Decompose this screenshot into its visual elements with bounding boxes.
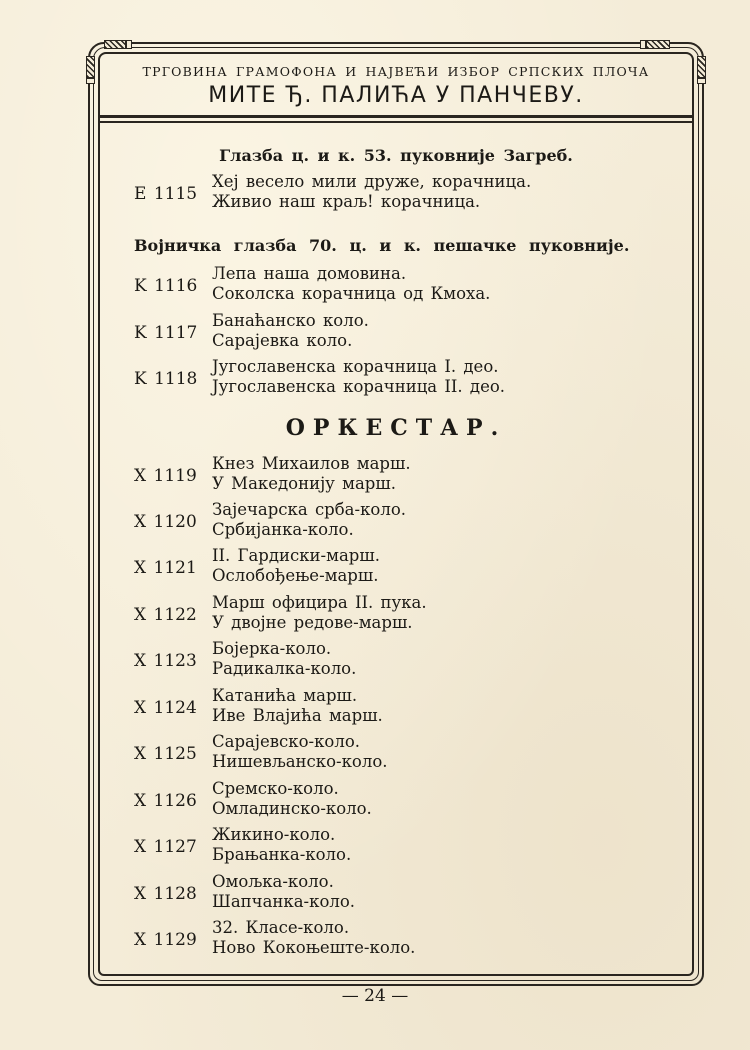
record-title-a: Кнез Михаилов марш. xyxy=(212,454,411,473)
record-title-b: Југославенска корачница II. део. xyxy=(212,377,506,396)
record-title-b: У Македонију марш. xyxy=(212,474,396,493)
record-titles xyxy=(212,918,415,958)
record-code: X 1128 xyxy=(134,884,197,904)
corner-cap-ornament xyxy=(86,78,95,84)
record-code: K 1117 xyxy=(134,323,198,343)
corner-hatch-ornament xyxy=(104,40,126,49)
record-title-b: Србијанка-коло. xyxy=(212,520,354,539)
corner-hatch-ornament xyxy=(646,40,670,49)
record-entry xyxy=(134,357,634,403)
record-titles xyxy=(212,732,388,772)
record-title-b: Омладинско-коло. xyxy=(212,799,372,818)
record-entry xyxy=(134,639,634,685)
record-titles xyxy=(212,825,351,865)
record-titles xyxy=(212,311,369,351)
record-entry xyxy=(134,593,634,639)
record-titles xyxy=(212,593,427,633)
record-titles xyxy=(212,686,383,726)
record-entry xyxy=(134,500,634,546)
record-title-a: Омољка-коло. xyxy=(212,872,334,891)
record-title-a: Жикино-коло. xyxy=(212,825,336,844)
record-code: K 1118 xyxy=(134,369,198,389)
record-titles xyxy=(212,639,356,679)
record-titles xyxy=(212,172,531,212)
record-titles xyxy=(212,454,411,494)
corner-hatch-ornament xyxy=(697,56,706,78)
record-code: X 1125 xyxy=(134,744,197,764)
record-entry xyxy=(134,779,634,825)
record-code: X 1124 xyxy=(134,698,197,718)
record-entry xyxy=(134,872,634,918)
record-code: X 1121 xyxy=(134,558,197,578)
header-subtitle: ТРГОВИНА ГРАМОФОНА И НАЈВЕЋИ ИЗБОР СРПСКИХ ПЛОЧА xyxy=(142,64,650,79)
record-entry xyxy=(134,172,634,218)
record-code: X 1126 xyxy=(134,791,197,811)
record-code: E 1115 xyxy=(134,184,198,204)
record-title-a: Зајечарска срба-коло. xyxy=(212,500,406,519)
record-entry xyxy=(134,264,634,310)
record-title-b: Живио наш краљ! корачница. xyxy=(212,192,481,211)
record-entry xyxy=(134,546,634,592)
record-entry xyxy=(134,732,634,778)
record-titles xyxy=(212,779,372,819)
record-code: X 1120 xyxy=(134,512,197,532)
record-title-b: Сарајевка коло. xyxy=(212,331,353,350)
record-entry xyxy=(134,686,634,732)
record-title-b: Брањанка-коло. xyxy=(212,845,352,864)
record-entry xyxy=(134,311,634,357)
record-entry xyxy=(134,454,634,500)
record-title-b: Нишевљанско-коло. xyxy=(212,752,388,771)
record-title-a: Катанића марш. xyxy=(212,686,358,705)
record-title-b: Шапчанка-коло. xyxy=(212,892,356,911)
section-heading: Глазба ц. и к. 53. пуковније Загреб. xyxy=(219,146,573,165)
record-title-b: Ново Кокоњеште-коло. xyxy=(212,938,416,957)
record-title-a: Банаћанско коло. xyxy=(212,311,369,330)
record-titles xyxy=(212,872,355,912)
record-code: X 1127 xyxy=(134,837,197,857)
section-heading-orchestra: ОРКЕСТАР. xyxy=(285,415,507,441)
record-code: X 1129 xyxy=(134,930,197,950)
record-titles xyxy=(212,357,505,397)
record-title-b: У двојне редове-марш. xyxy=(212,613,413,632)
record-titles xyxy=(212,264,490,304)
record-title-a: Сремско-коло. xyxy=(212,779,339,798)
header-title: МИТЕ Ђ. ПАЛИЋА У ПАНЧЕВУ. xyxy=(208,83,584,108)
record-title-a: Лепа наша домовина. xyxy=(212,264,407,283)
record-title-a: Сарајевско-коло. xyxy=(212,732,361,751)
record-titles xyxy=(212,500,406,540)
record-title-b: Иве Влајића марш. xyxy=(212,706,383,725)
header-divider-thin xyxy=(98,121,694,123)
record-entry xyxy=(134,825,634,871)
section-heading: Војничка глазба 70. ц. и к. пешачке пуковније. xyxy=(134,236,630,255)
header-divider xyxy=(98,115,694,118)
record-code: X 1122 xyxy=(134,605,197,625)
record-title-a: Југославенска корачница I. део. xyxy=(212,357,499,376)
record-title-b: Соколска корачница од Кмоха. xyxy=(212,284,491,303)
record-titles xyxy=(212,546,380,586)
record-entry xyxy=(134,918,634,964)
record-title-a: 32. Класе-коло. xyxy=(212,918,350,937)
page-number: — 24 — xyxy=(341,986,409,1006)
record-title-b: Ослобођење-марш. xyxy=(212,566,379,585)
corner-cap-ornament xyxy=(126,40,132,49)
record-code: X 1119 xyxy=(134,466,197,486)
record-title-a: II. Гардиски-марш. xyxy=(212,546,380,565)
corner-cap-ornament xyxy=(697,78,706,84)
record-title-a: Марш официра II. пука. xyxy=(212,593,427,612)
record-code: K 1116 xyxy=(134,276,198,296)
record-title-b: Радикалка-коло. xyxy=(212,659,357,678)
record-title-a: Хеј весело мили друже, корачница. xyxy=(212,172,532,191)
corner-hatch-ornament xyxy=(86,56,95,78)
record-title-a: Бојерка-коло. xyxy=(212,639,332,658)
record-code: X 1123 xyxy=(134,651,197,671)
